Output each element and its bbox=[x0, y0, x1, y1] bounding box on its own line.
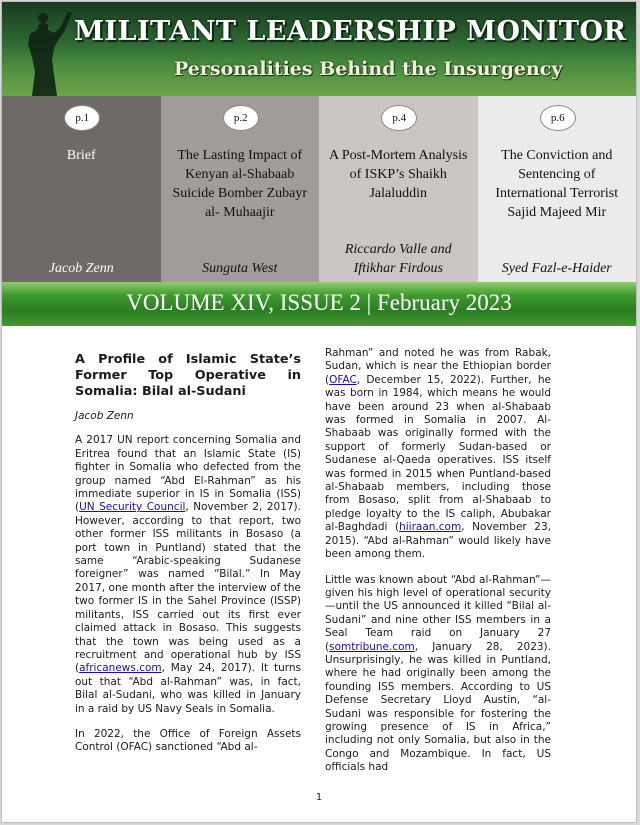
article-byline: Jacob Zenn bbox=[75, 410, 134, 422]
paragraph: Little was known about “Abd al-Rahman”—given his high level of operational security—until the US announced it killed “Bilal al-Sudani” and nine other ISS members in a Seal Team raid on January 27 (somtribune.com, January 28, 2023). Unsurprisingly, he was killed in Puntland, where he had originally been among the founding ISS members. According to US Defense Secretary Lloyd Austin, “al-Sudani was responsible for fostering the growing presence of IS in Africa,” including not only Somalia, but also in the Congo and Mozambique. In fact, US officials had bbox=[325, 573, 551, 774]
citation-link[interactable]: hiiraan.com bbox=[399, 521, 462, 534]
toc-item-title: A Post-Mortem Analysis of ISKP’s Shaikh Jalaluddin bbox=[329, 148, 468, 201]
toc-page-badge: p.2 bbox=[223, 105, 259, 131]
masthead-subtitle: Personalities Behind the Insurgency bbox=[174, 58, 563, 80]
article-column-right bbox=[325, 347, 551, 787]
article-title: A Profile of Islamic State’s Former Top Operative in Somalia: Bilal al-Sudani bbox=[75, 352, 301, 399]
citation-link[interactable]: OFAC bbox=[329, 373, 357, 386]
toc-item-title: The Conviction and Sentencing of International Terrorist Sajid Majeed Mir bbox=[495, 148, 619, 220]
toc-page-badge: p.6 bbox=[540, 105, 576, 131]
issue-label: VOLUME XIV, ISSUE 2 | February 2023 bbox=[126, 290, 512, 315]
page-number: 1 bbox=[315, 792, 323, 803]
paragraph: In 2022, the Office of Foreign Assets Control (OFAC) sanctioned “Abd al- bbox=[75, 727, 301, 754]
document-page bbox=[2, 2, 636, 822]
masthead-title: MILITANT LEADERSHIP MONITOR bbox=[74, 16, 627, 47]
toc-item-jalaluddin[interactable] bbox=[319, 96, 478, 282]
paragraph: Rahman” and noted he was from Rabak, Sudan, which is near the Ethiopian border (OFAC, December 15, 2022). Further, he was born in 1984, which means he would have been around 23 when al-Shabaab was formed in Somalia in 2007. Al-Shabaab was originally formed with the support of formerly Sudan-based or Sudanese al-Qaeda operatives. ISS itself was formed in 2015 when Puntland-based al-Shabaab members, including those from Bosaso, split from al-Shabaab to pledge loyalty to the IS caliph, Abubakar al-Baghdadi (hiiraan.com, November 23, 2015). “Abd al-Rahman” would likely have been among them. bbox=[325, 347, 552, 561]
toc-item-zubayr[interactable] bbox=[161, 96, 320, 282]
toc-item-title: The Lasting Impact of Kenyan al-Shabaab Suicide Bomber Zubayr al- Muhaajir bbox=[172, 148, 308, 220]
citation-link[interactable]: UN Security Council bbox=[79, 501, 186, 514]
toc-item-author: Jacob Zenn bbox=[48, 261, 114, 276]
toc-item-brief[interactable] bbox=[2, 96, 161, 282]
toc-item-title: Brief bbox=[66, 148, 96, 163]
toc-item-sajid-mir[interactable] bbox=[478, 96, 637, 282]
toc-item-author: Syed Fazl-e-Haider bbox=[501, 261, 612, 276]
issue-bar bbox=[2, 282, 636, 326]
toc-page-badge: p.4 bbox=[381, 105, 417, 131]
toc-item-author: Riccardo Valle and Iftikhar Firdous bbox=[344, 242, 452, 276]
article-column-left bbox=[75, 352, 301, 767]
toc-item-author: Sunguta West bbox=[202, 261, 278, 276]
toc-page-badge: p.1 bbox=[64, 105, 100, 131]
masthead-banner bbox=[2, 2, 636, 96]
citation-link[interactable]: africanews.com bbox=[79, 662, 162, 675]
table-of-contents bbox=[2, 96, 636, 282]
citation-link[interactable]: somtribune.com bbox=[329, 640, 415, 653]
paragraph: A 2017 UN report concerning Somalia and Eritrea found that an Islamic State (IS) fighter in Somalia who defected from the group named “Abd El-Rahman” as his immediate superior in IS in Somalia (ISS) (UN Security Council, November 2, 2017). However, according to that report, two other former ISS militants in Bosaso (a port town in Puntland) stated that the same “Arabic-speaking Sudanese foreigner” was named “Bilal.” In May 2017, one month after the interview of the two former IS in the Sahel Province (ISSP) militants, ISS carried out its first ever claimed attack in Bosaso. This suggests that the town was being used as a recruitment and operational hub by ISS (africanews.com, May 24, 2017). It turns out that “Abd al-Rahman” was, in fact, Bilal al-Sudani, who was killed in January in a raid by US Navy Seals in Somalia. bbox=[75, 434, 301, 715]
